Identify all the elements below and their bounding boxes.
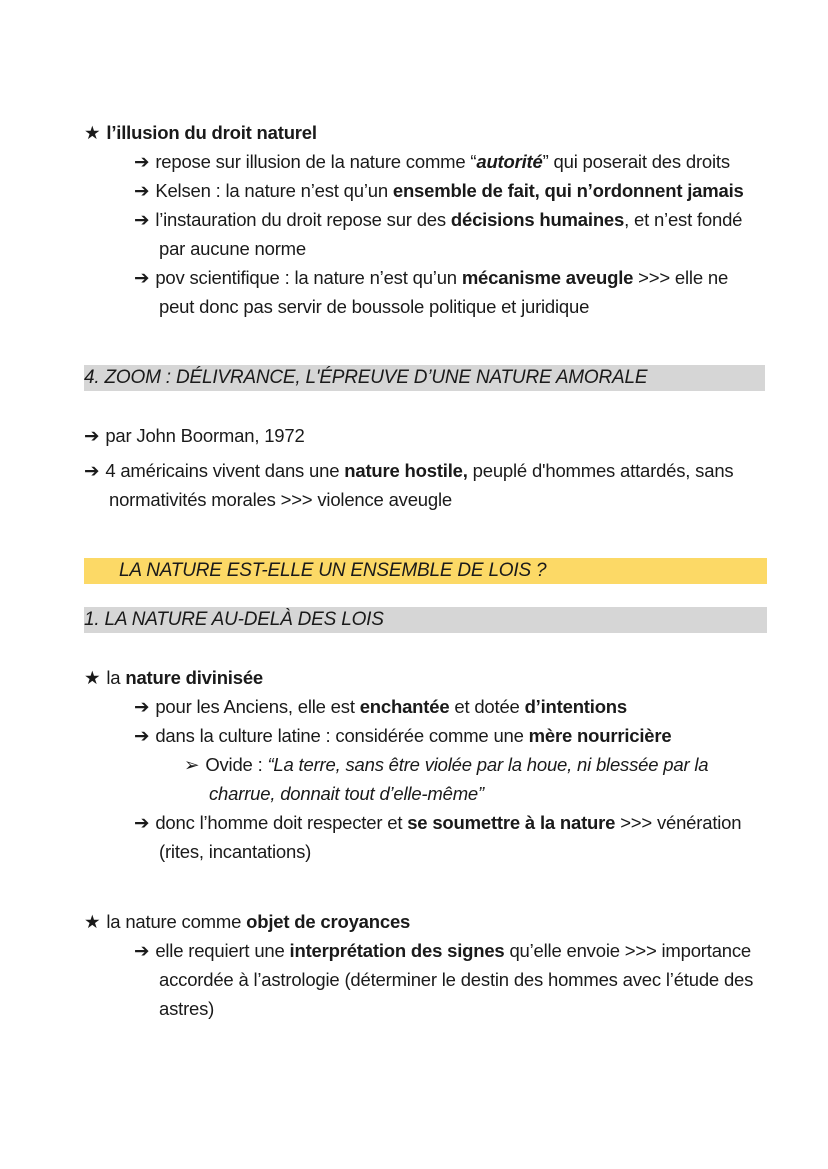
arrow-icon: ➔ — [134, 180, 150, 201]
arrow-icon: ➔ — [84, 425, 100, 446]
star-icon: ★ — [84, 122, 101, 143]
section-illusion-title: ★ l’illusion du droit naturel — [84, 118, 317, 147]
arrow-icon: ➔ — [134, 940, 150, 961]
bullet-americains: ➔ 4 américains vivent dans une nature hostile, peuplé d'hommes attardés, sans — [84, 456, 733, 485]
quote-ovide: ➢ Ovide : “La terre, sans être violée par la houe, ni blessée par la — [184, 750, 708, 779]
bullet-kelsen: ➔ Kelsen : la nature n’est qu’un ensemble de fait, qui n’ordonnent jamais — [134, 176, 744, 205]
arrow-icon: ➔ — [134, 267, 150, 288]
star-icon: ★ — [84, 911, 101, 932]
bullet-interpretation-cont1: accordée à l’astrologie (déterminer le destin des hommes avec l’étude des — [159, 969, 754, 990]
section-objet-croyances: ★ la nature comme objet de croyances — [84, 907, 410, 936]
arrow-icon: ➔ — [134, 151, 150, 172]
part-title: LA NATURE EST-ELLE UN ENSEMBLE DE LOIS ? — [119, 560, 547, 581]
bullet-interpretation-cont2: astres) — [159, 998, 215, 1019]
bullet-boorman: ➔ par John Boorman, 1972 — [84, 421, 305, 450]
bullet-pov-cont: peut donc pas servir de boussole politique et juridique — [159, 296, 590, 317]
zoom-heading: 4. ZOOM : DÉLIVRANCE, L'ÉPREUVE D’UNE NATURE AMORALE — [84, 367, 648, 388]
sub1-heading: 1. LA NATURE AU-DELÀ DES LOIS — [84, 609, 384, 630]
bullet-instauration-cont: par aucune norme — [159, 238, 306, 259]
bullet-instauration: ➔ l’instauration du droit repose sur des décisions humaines, et n’est fondé — [134, 205, 742, 234]
quote-ovide-cont: charrue, donnait tout d’elle-même” — [209, 783, 484, 804]
bullet-autorite: ➔ repose sur illusion de la nature comme “autorité” qui poserait des droits — [134, 147, 730, 176]
bullet-pov-scientifique: ➔ pov scientifique : la nature n’est qu’un mécanisme aveugle >>> elle ne — [134, 263, 728, 292]
bullet-interpretation: ➔ elle requiert une interprétation des signes qu’elle envoie >>> importance — [134, 936, 751, 965]
bullet-soumettre-cont: (rites, incantations) — [159, 841, 312, 862]
bullet-americains-cont: normativités morales >>> violence aveugle — [109, 489, 452, 510]
arrow-icon: ➔ — [134, 812, 150, 833]
arrow-icon: ➔ — [134, 725, 150, 746]
bullet-anciens: ➔ pour les Anciens, elle est enchantée et dotée d’intentions — [134, 692, 627, 721]
arrow-icon: ➔ — [134, 209, 150, 230]
star-icon: ★ — [84, 667, 101, 688]
arrow-icon: ➔ — [134, 696, 150, 717]
arrow-icon: ➔ — [84, 460, 100, 481]
section-nature-divinisee: ★ la nature divinisée — [84, 663, 263, 692]
bullet-soumettre: ➔ donc l’homme doit respecter et se soumettre à la nature >>> vénération — [134, 808, 741, 837]
triangle-bullet-icon: ➢ — [184, 754, 200, 775]
bullet-culture-latine: ➔ dans la culture latine : considérée comme une mère nourricière — [134, 721, 672, 750]
